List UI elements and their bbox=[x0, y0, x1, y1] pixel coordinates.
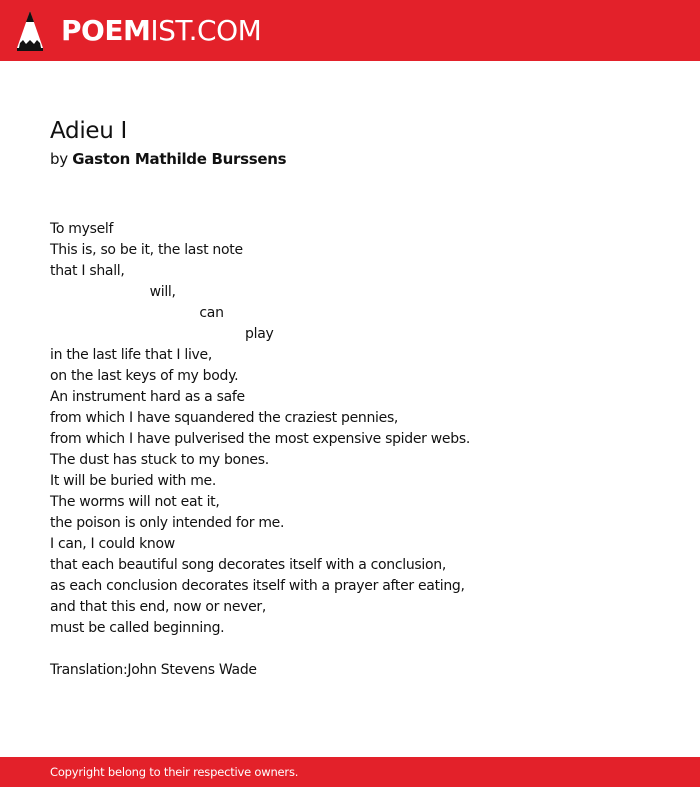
blank-line bbox=[50, 639, 670, 660]
poem-line: in the last life that I live, bbox=[50, 347, 213, 363]
poem-author: Gaston Mathilde Burssens bbox=[72, 150, 287, 168]
poem-line: play bbox=[50, 326, 274, 342]
logo-wordmark bbox=[61, 9, 261, 53]
poem-line: as each conclusion decorates itself with a prayer after eating, bbox=[50, 578, 465, 594]
poem-body bbox=[50, 219, 670, 681]
poem-title: Adieu I bbox=[50, 118, 128, 144]
poem-line: It will be buried with me. bbox=[50, 473, 216, 489]
site-logo-link[interactable] bbox=[16, 9, 261, 53]
poem-line: that I shall, bbox=[50, 263, 125, 279]
poem-line: An instrument hard as a safe bbox=[50, 389, 245, 405]
footer-bar bbox=[0, 757, 700, 787]
logo-text-bold: POEM bbox=[61, 14, 151, 47]
pencil-icon bbox=[16, 10, 44, 52]
by-label: by bbox=[50, 150, 68, 168]
poem-line: on the last keys of my body. bbox=[50, 368, 239, 384]
poem-line: This is, so be it, the last note bbox=[50, 242, 243, 258]
poem-line: can bbox=[50, 305, 224, 321]
poem-line: from which I have squandered the craziest pennies, bbox=[50, 410, 399, 426]
poem-line: and that this end, now or never, bbox=[50, 599, 267, 615]
poem-line: The dust has stuck to my bones. bbox=[50, 452, 269, 468]
poem-line: Translation:John Stevens Wade bbox=[50, 662, 257, 678]
poem-line: that each beautiful song decorates itself with a conclusion, bbox=[50, 557, 446, 573]
poem-line: To myself bbox=[50, 221, 114, 237]
poem-header bbox=[50, 116, 670, 170]
poem-line: will, bbox=[50, 284, 176, 300]
copyright-text: Copyright belong to their respective owners. bbox=[50, 765, 299, 779]
poem-line: I can, I could know bbox=[50, 536, 175, 552]
poem-line: the poison is only intended for me. bbox=[50, 515, 285, 531]
top-bar bbox=[0, 0, 700, 61]
byline bbox=[50, 148, 670, 170]
poem-line: The worms will not eat it, bbox=[50, 494, 220, 510]
poem-line: must be called beginning. bbox=[50, 620, 225, 636]
logo-text-light: IST.COM bbox=[150, 14, 262, 47]
poem-line: from which I have pulverised the most expensive spider webs. bbox=[50, 431, 470, 447]
